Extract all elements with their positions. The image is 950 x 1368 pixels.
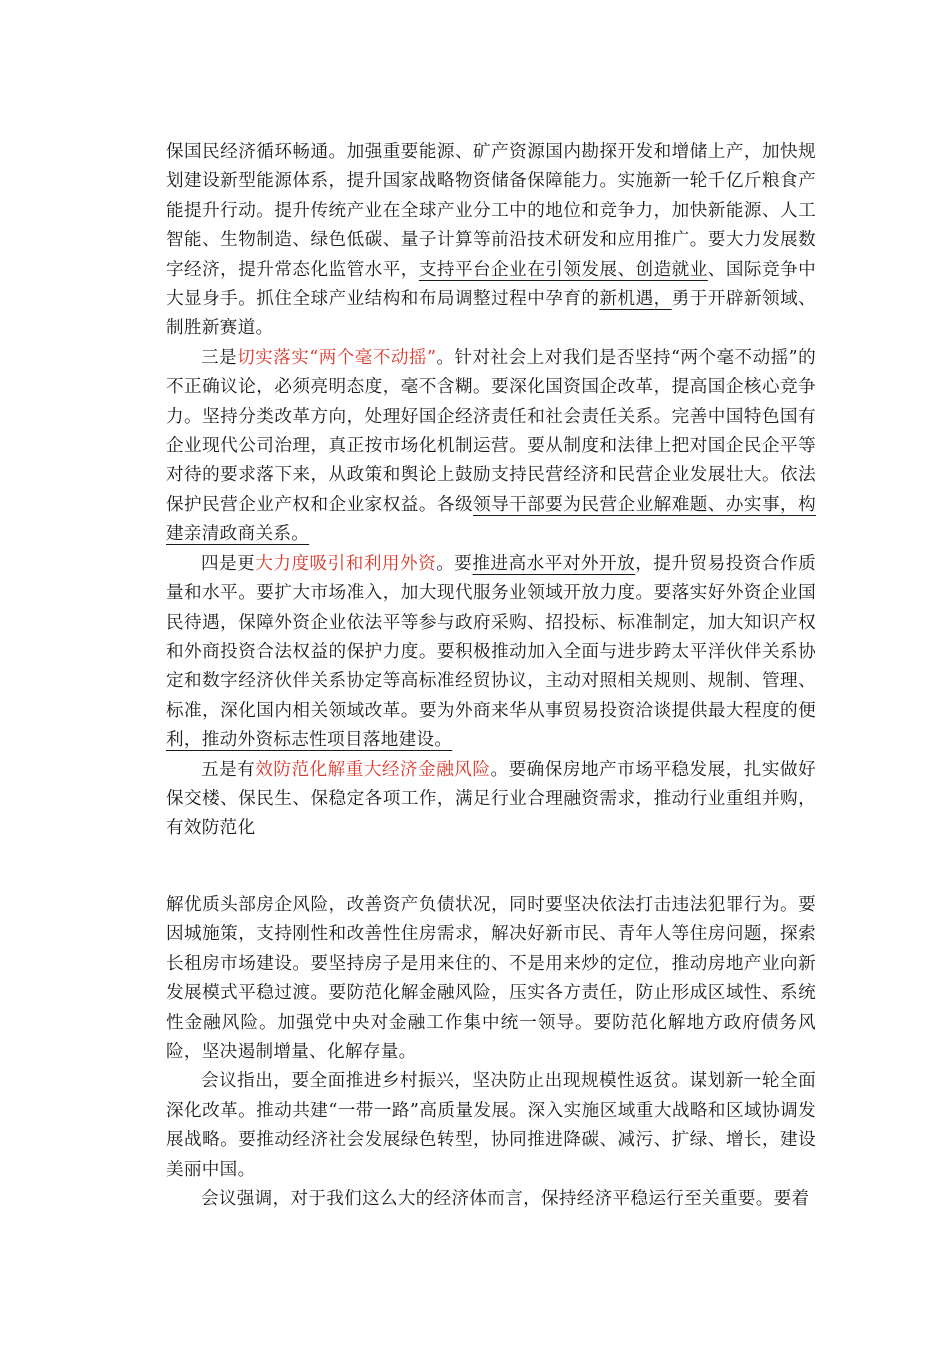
paragraph-meeting-emphasized: 会议强调，对于我们这么大的经济体而言，保持经济平稳运行至关重要。要着 <box>201 1189 810 1210</box>
text-run: 。要 <box>436 553 473 574</box>
paragraph-economy-circulation <box>166 138 816 344</box>
highlight-heading: 效防范化解重大经济金融风险 <box>255 759 491 780</box>
text-run: 勇于开辟新领域、制胜新赛道。 <box>166 289 817 339</box>
paragraph-real-estate-risk: 解优质头部房企风险，改善资产负债状况，同时要坚决依法打击违法犯罪行为。要因城施策，支持刚性和改善性住房需求，解决好新市民、青年人等住房问题，探索长租房市场建设。要坚持房子是用来住的、不是用来炒的定位，推动房地产业向新发展模式平稳过渡。要防范化解金融风险，压实各方责任，防止形成区域性、系统性金融风险。加强党中央对金融工作集中统一领导。要防范化解地方政府债务风险，坚决遏制增量、化解存量。 <box>166 895 816 1063</box>
text-run: 四是更 <box>201 553 256 574</box>
text-run: 。要确保房地产市场平稳发展，扎实做好保交楼、保民生、保稳定各项工作，满足行业合理融资需求，推动行业重组并购，有效防范化 <box>166 759 816 839</box>
underlined-phrase: 利，推动外资标志性项目落地建设。 <box>166 730 453 751</box>
text-run: 保国民经济循环畅通。加强重要能源、矿产资源国内勘探开发和增储上产，加快规划建设新型能源体系，提升国家战略物资储备保障能力。实施新一轮千亿斤粮食产能提升行动。提升传统产业在全球产业分工中的地位和竞争力，加快新能源、人工智能、生物制造、绿色低碳、量子计算等前沿技术研发和应用推广。要大力发展数字经济，提升常态化监管水平， <box>166 142 816 280</box>
page2-text-block <box>166 891 816 1214</box>
text-run: ，提升贸易投资合作质量和水平。要扩大市场准入，加大现代服务业领域开放力度。要落实好外资企业国民待遇，保障外资企业依法平等参与政府采购、招投标、标准制定，加大知识产权和外商投资合法权益的保护力度。要积极推动加入全面与进步跨太平洋伙伴关系协定和数字经济伙伴关系协定等高标准经贸协议，主动对照相关规则、规制、管理、标准，深化国内相关领域改革。要为外商来华从事贸易投资洽谈提供最大程度的便 <box>166 553 816 721</box>
highlight-heading: 切实落实“两个毫不动摇” <box>237 347 437 368</box>
text-run: 三是 <box>201 347 238 368</box>
underlined-phrase: 新机遇， <box>599 289 672 310</box>
underlined-phrase: 支持平台企业在引领发展、创造就业 <box>418 259 708 280</box>
underlined-phrase: 推进高水平对外开放 <box>472 553 636 574</box>
paragraph-meeting-pointed-out: 会议指出，要全面推进乡村振兴，坚决防止出现规模性返贫。谋划新一轮全面深化改革。推动共建“一带一路”高质量发展。深入实施区域重大战略和区域协调发展战略。要推动经济社会发展绿色转型，协同推进降碳、减污、扩绿、增长，建设美丽中国。 <box>166 1071 816 1180</box>
page1-text-block <box>166 138 816 844</box>
paragraph-point-five <box>166 756 816 844</box>
text-run: 五是有 <box>201 759 256 780</box>
text-run: 、国际竞争中大显身手。抓住全球产业结构和布局调整过程中孕育的 <box>166 259 816 310</box>
text-run: 。针对社会上对我们是否坚持“两个毫不动摇”的不正确议论，必须亮明态度，毫不含糊。要深化国资国企改革，提高国企核心竞争力。坚持分类改革方向，处理好国企经济责任和社会责任关系。完善中国特色国有企业现代公司治理，真正按市场化机制运营。要从制度和法律上把对国企民企平等对待的要求落下来，从政策和舆论上鼓励支持民营经济和民营企业发展壮大。依法保护民营企业产权和企业家权益。各级 <box>166 347 817 515</box>
paragraph-point-three <box>166 344 816 550</box>
highlight-heading: 大力度吸引和利用外资 <box>255 553 437 574</box>
underlined-phrase: 领导干部要为民营企业解难题、办实事，构建亲清政商关系。 <box>166 494 817 545</box>
paragraph-point-four <box>166 550 816 756</box>
